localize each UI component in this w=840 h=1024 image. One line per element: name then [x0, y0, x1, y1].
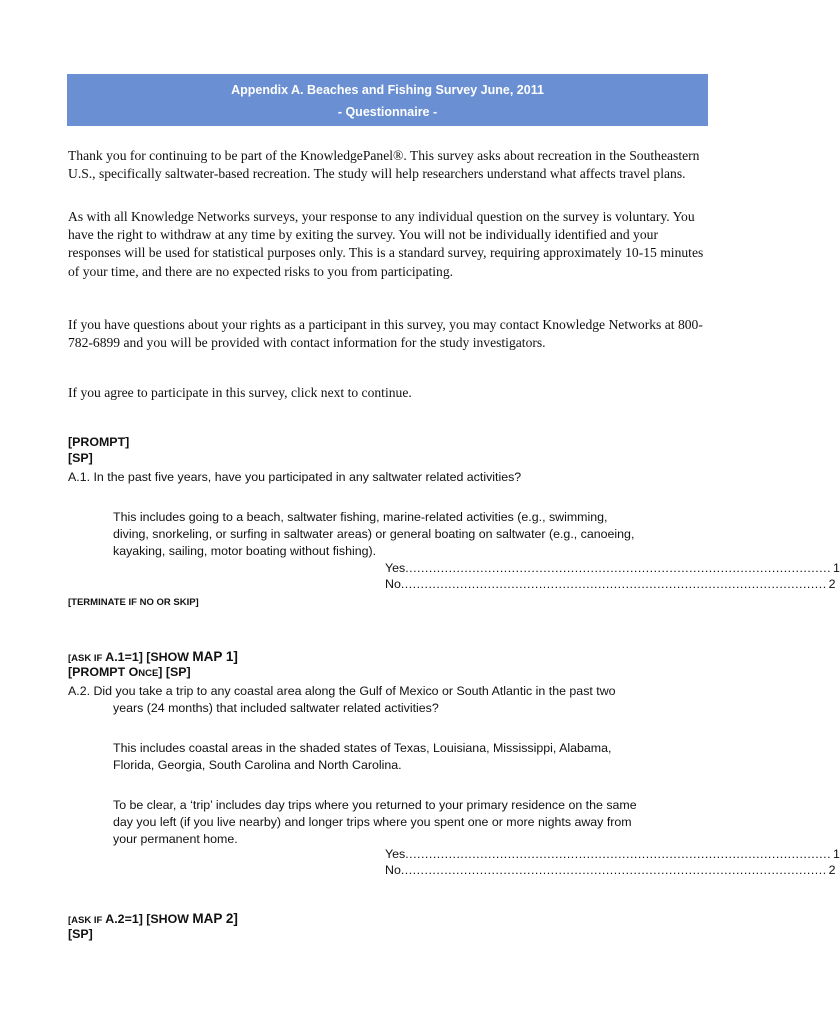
leader-dots: ............................................................................................................	[400, 577, 827, 591]
a2-question	[68, 683, 616, 717]
intro-paragraph-3: If you have questions about your rights as a participant in this survey, you may contact Knowledge Networks at 800-782-6899 and you will be provided with contact information for the study investigators.	[68, 317, 703, 351]
a2-question-line-1: A.2. Did you take a trip to any coastal area along the Gulf of Mexico or South Atlantic in the past two	[68, 684, 616, 698]
a2-note-1	[113, 740, 611, 774]
a1-answer-no[interactable]	[385, 576, 836, 593]
a1-note-line-1: This includes going to a beach, saltwater fishing, marine-related activities (e.g., swimming,	[113, 510, 608, 524]
answer-code: 1	[833, 561, 840, 575]
a2-note-1-line-1: This includes coastal areas in the shaded states of Texas, Louisiana, Mississippi, Alabama,	[113, 741, 612, 755]
a2-question-line-2: years (24 months) that included saltwater related activities?	[113, 701, 439, 715]
a1-instruction	[68, 593, 199, 611]
header-subtitle: - Questionnaire -	[337, 105, 438, 119]
leader-dots: ............................................................................................................	[405, 847, 832, 861]
a1-note-line-3: kayaking, sailing, motor boating without fishing).	[113, 544, 377, 558]
a2-note-2-line-1: To be clear, a ‘trip’ includes day trips where you returned to your primary residence on the same	[113, 798, 637, 812]
answer-code: 2	[828, 577, 836, 591]
intro-paragraph-1: Thank you for continuing to be part of the KnowledgePanel®. This survey asks about recreation in the Southeastern U.S., specifically saltwater-based recreation. The study will help researchers understand what affects travel plans.	[68, 148, 700, 182]
intro-paragraph-2: As with all Knowledge Networks surveys, your response to any individual question on the survey is voluntary. You have the right to withdraw at any time by exiting the survey. You will not be individually identified and your responses will be used for statistical purposes only. This is a standard survey, requiring approximately 10-15 minutes of your time, and there are no expected risks to you from participating.	[68, 209, 704, 279]
leader-dots: ............................................................................................................	[405, 561, 832, 575]
a2-note-2-line-3: your permanent home.	[113, 832, 238, 846]
a1-prompt-tag: [PROMPT]	[68, 435, 130, 449]
a3-sp-tag: [SP]	[68, 927, 93, 941]
a2-answer-no[interactable]	[385, 862, 836, 879]
a1-note-line-2: diving, snorkeling, or surfing in saltwater areas) or general boating on saltwater (e.g., canoeing,	[113, 527, 635, 541]
answer-code: 2	[828, 863, 836, 877]
a2-note-2-line-2: day you left (if you live nearby) and longer trips where you spent one or more nights away from	[113, 815, 632, 829]
answer-label: No	[385, 863, 401, 877]
a2-prompt-tag: [PROMPT ONCE] [SP]	[68, 665, 191, 679]
section-header	[67, 74, 708, 126]
header-title: Appendix A. Beaches and Fishing Survey June, 2011	[231, 83, 544, 97]
a1-note	[113, 509, 634, 560]
intro-paragraph-4: If you agree to participate in this survey, click next to continue.	[68, 385, 412, 400]
a2-note-2	[113, 797, 637, 848]
a1-sp-tag: [SP]	[68, 451, 93, 465]
a2-ask-condition: [ASK IF A.1=1] [SHOW MAP 1]	[68, 649, 238, 664]
a1-answer-yes[interactable]	[385, 560, 840, 577]
a1-question: A.1. In the past five years, have you participated in any saltwater related activities?	[68, 470, 522, 484]
terminate-instruction: [TERMINATE IF NO OR SKIP]	[68, 597, 199, 608]
a2-note-1-line-2: Florida, Georgia, South Carolina and North Carolina.	[113, 758, 402, 772]
answer-code: 1	[833, 847, 840, 861]
a3-ask-condition: [ASK IF A.2=1] [SHOW MAP 2]	[68, 911, 238, 926]
leader-dots: ............................................................................................................	[400, 863, 827, 877]
a2-answer-yes[interactable]	[385, 846, 840, 863]
answer-label: Yes	[385, 561, 406, 575]
answer-label: No	[385, 577, 401, 591]
answer-label: Yes	[385, 847, 406, 861]
